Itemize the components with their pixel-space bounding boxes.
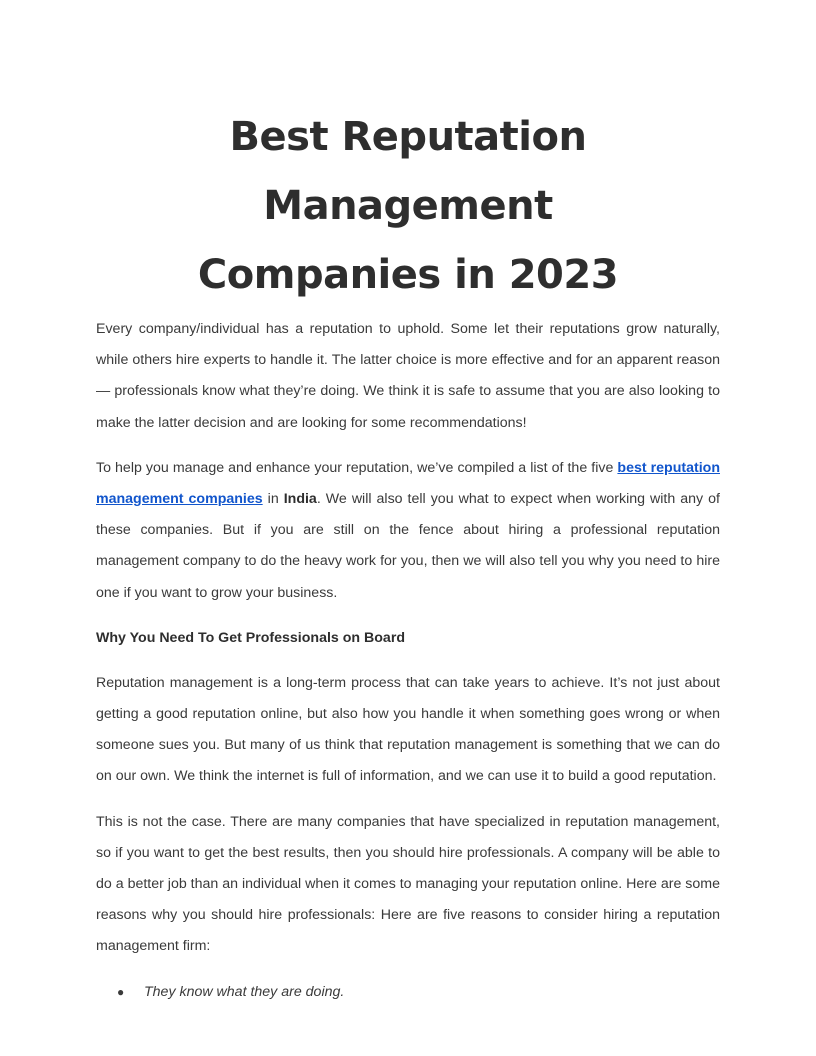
document-page bbox=[96, 0, 720, 1008]
paragraph2-text-after: . We will also tell you what to expect when working with any of these companies. But if you are still on the fence about hiring a professional reputation management company to do the heavy work for you, then we will also tell you why you need to hire one if you want to grow your business. bbox=[96, 491, 720, 601]
reputation-process-paragraph: Reputation management is a long-term process that can take years to achieve. It’s not just about getting a good reputation online, but also how you handle it when something goes wrong or when someone sues you. But many of us think that reputation management is something that we can do on our own. We think the internet is full of information, and we can use it to build a good reputation. bbox=[96, 674, 720, 785]
list-intro-paragraph bbox=[96, 453, 720, 609]
page-title bbox=[96, 103, 720, 310]
paragraph2-text-middle: in bbox=[262, 491, 284, 508]
title-line-2: Companies in 2023 bbox=[197, 252, 619, 298]
title-line-1: Best Reputation Management bbox=[229, 114, 587, 229]
list-item-text: They know what they are doing. bbox=[144, 983, 345, 1000]
india-bold: India bbox=[283, 491, 317, 508]
reasons-list bbox=[96, 977, 720, 1008]
best-companies-link[interactable]: best reputation management companies bbox=[96, 459, 720, 508]
list-item bbox=[96, 977, 720, 1008]
section-subheading: Why You Need To Get Professionals on Board bbox=[96, 629, 406, 646]
hire-professionals-paragraph: This is not the case. There are many companies that have specialized in reputation management, so if you want to get the best results, then you should hire professionals. A company will be able to do a better job than an individual when it comes to managing your reputation online. Here are some reasons why you should hire professionals: Here are five reasons to consider hiring a reputation management firm: bbox=[96, 813, 720, 955]
bullet-marker: ● bbox=[117, 984, 125, 999]
paragraph2-text-before: To help you manage and enhance your reputation, we’ve compiled a list of the five bbox=[96, 459, 618, 476]
intro-paragraph: Every company/individual has a reputation to uphold. Some let their reputations grow naturally, while others hire experts to handle it. The latter choice is more effective and for an apparent reason— professionals know what they’re doing. We think it is safe to assume that you are also looking to make the latter decision and are looking for some recommendations! bbox=[96, 321, 720, 431]
